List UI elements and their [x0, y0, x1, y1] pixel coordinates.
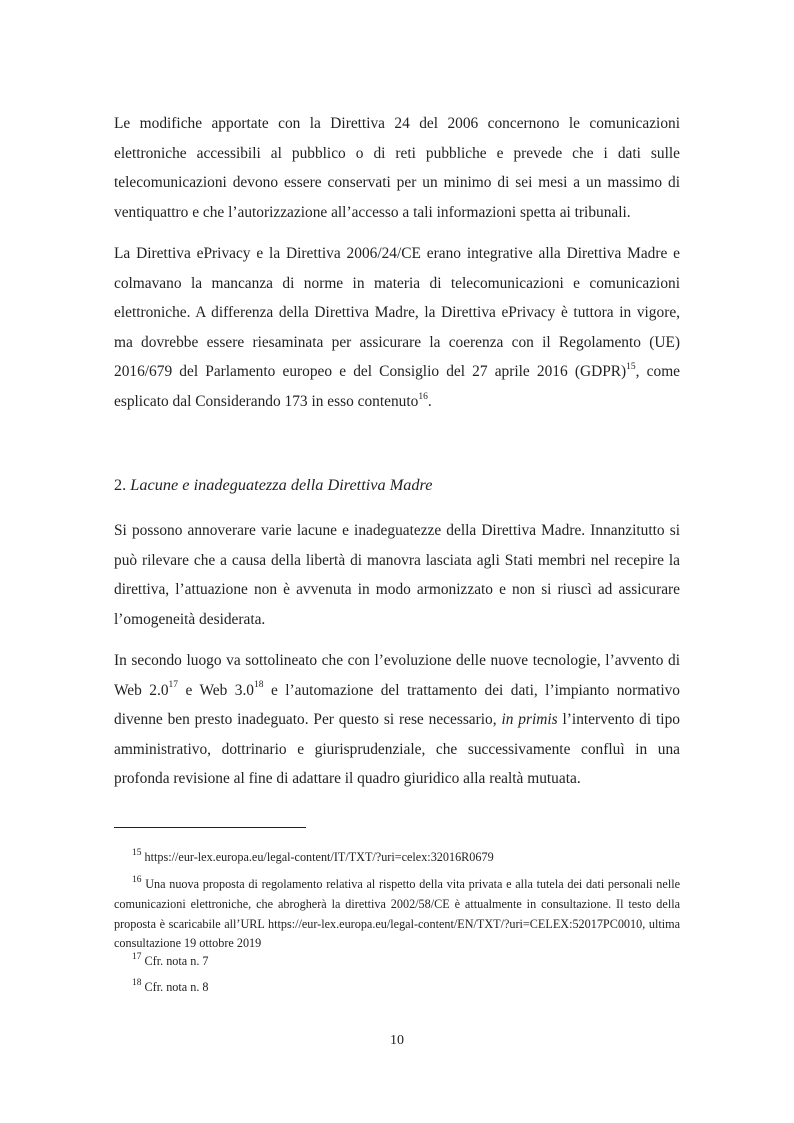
paragraph-text: . — [427, 392, 432, 410]
paragraph-data-retention — [114, 109, 680, 227]
paragraph-text: In secondo luogo va sottolineato che con l’evoluzione delle nuove tecnologie, l’avvento di Web 2.0 — [114, 652, 680, 699]
footnote-16 — [114, 875, 680, 954]
footnote-17 — [114, 952, 680, 972]
paragraph-text: e l’automazione del trattamento dei dati, l’impianto normativo divenne ben presto inadeguato. Per questo si rese necessario, — [114, 681, 681, 729]
footnote-18 — [114, 978, 680, 998]
footnote-number: 17 — [132, 951, 142, 962]
footnote-ref-18[interactable]: 18 — [254, 680, 264, 691]
paragraph-text: e Web 3.0 — [178, 681, 254, 699]
footnote-ref-16[interactable]: 16 — [418, 391, 428, 402]
italic-term: in primis — [501, 711, 558, 729]
paragraph-gaps — [114, 516, 680, 634]
section-number: 2. — [114, 475, 127, 494]
paragraph-web-evolution — [114, 646, 680, 794]
footnote-text: Cfr. nota n. 8 — [144, 980, 209, 994]
paragraph-eprivacy — [114, 239, 680, 417]
footnote-text: Una nuova proposta di regolamento relativa al rispetto della vita privata e alla tutela dei dati personali nelle comunicazioni elettroniche, che abrogherà la direttiva 2002/58/CE è attualmente in consultazione. Il testo della proposta è scaricabile all’URL https://eur-lex.europa.eu/legal-content/EN/TXT/?uri=CELEX:52017PC0010, ultima consultazione 19 ottobre 2019 — [114, 877, 680, 951]
footnote-15 — [114, 848, 680, 868]
page-number: 10 — [390, 1033, 404, 1048]
footnote-number: 15 — [132, 847, 142, 858]
footnote-number: 18 — [132, 977, 142, 988]
footnote-number: 16 — [132, 874, 142, 885]
footnote-separator — [114, 827, 306, 828]
paragraph-text: l’intervento di tipo amministrativo, dottrinario e giurisprudenziale, che successivamente confluì in una profonda revisione al fine di adattare il quadro giuridico alla realtà mutuata. — [114, 711, 680, 788]
footnote-ref-17[interactable]: 17 — [168, 680, 179, 691]
section-heading — [114, 471, 433, 499]
section-title: Lacune e inadeguatezza della Direttiva Madre — [130, 475, 433, 494]
paragraph-text: Le modifiche apportate con la Direttiva 24 del 2006 concernono le comunicazioni elettroniche accessibili al pubblico o di reti pubbliche e prevede che i dati sulle telecomunicazioni devono essere conservati per un minimo di sei mesi a un massimo di ventiquattro e che l’autorizzazione all’accesso a tali informazioni spetta ai tribunali. — [114, 115, 680, 221]
footnote-ref-15[interactable]: 15 — [626, 362, 636, 373]
footnote-text: Cfr. nota n. 7 — [144, 954, 209, 968]
paragraph-text: , come esplicato dal Considerando 173 in esso contenuto — [114, 363, 680, 410]
paragraph-text: La Direttiva ePrivacy e la Direttiva 2006/24/CE erano integrative alla Direttiva Madre e colmavano la mancanza di norme in materia di telecomunicazioni e comunicazioni elettroniche. A differenza della Direttiva Madre, la Direttiva ePrivacy è tuttora in vigore, ma dovrebbe essere riesaminata per assicurare la coerenza con il Regolamento (UE) 2016/679 del Parlamento europeo e del Consiglio del 27 aprile 2016 (GDPR) — [114, 245, 680, 381]
footnote-link[interactable]: https://eur-lex.europa.eu/legal-content/IT/TXT/?uri=celex:32016R0679 — [144, 850, 494, 864]
paragraph-text: Si possono annoverare varie lacune e inadeguatezze della Direttiva Madre. Innanzitutto si può rilevare che a causa della libertà di manovra lasciata agli Stati membri nel recepire la direttiva, l’attuazione non è avvenuta in modo armonizzato e non si riuscì ad assicurare l’omogeneità desiderata. — [114, 522, 680, 628]
